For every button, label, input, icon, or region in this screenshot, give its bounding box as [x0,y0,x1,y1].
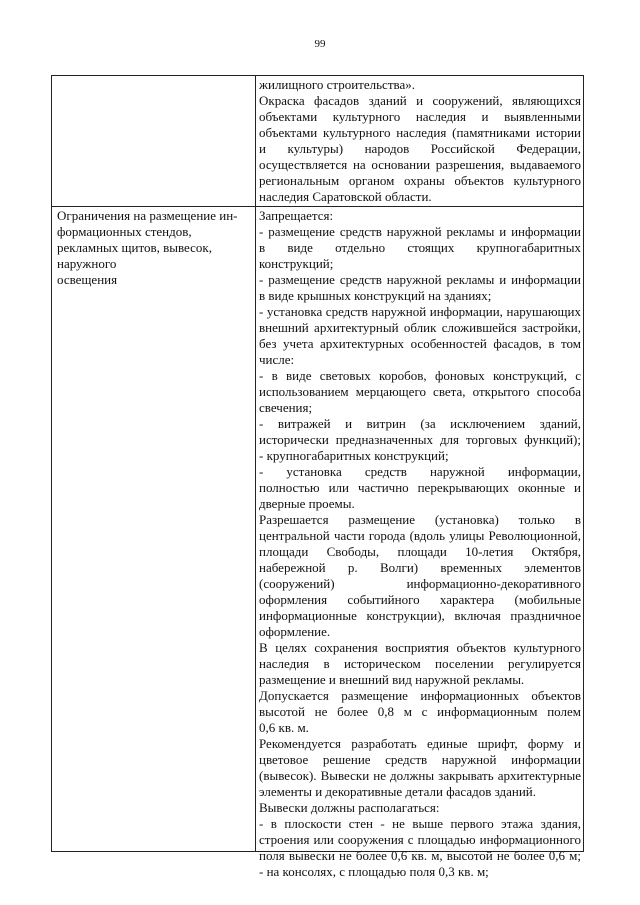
text-line: оформления событийного характера (мобильные [259,592,581,607]
text-line: 0,6 кв. м. [259,720,309,735]
text-line: освещения [57,272,118,287]
text-line: оформление. [259,624,331,639]
text-line: центральной части города (вдоль улицы Революционной, [259,528,581,543]
text-line: рекламных щитов, вывесок, [57,240,212,255]
text-line: - в плоскости стен - не выше первого этажа здания, [259,816,581,831]
text-line: объектами культурного наследия и выявленными [259,109,581,124]
text-line: исторически предназначенных для торговых функций); [259,432,581,447]
text-line: в виде крышных конструкций на зданиях; [259,288,492,303]
text-line: Рекомендуется разработать единые шрифт, форму и [259,736,581,751]
text-line: - витражей и витрин (за исключением зданий, [259,416,581,431]
text-line: - в виде световых коробов, фоновых конструкций, с [259,368,581,383]
text-line: региональным органом охраны объектов культурного [259,173,581,188]
text-line: жилищного строительства». [259,77,415,92]
text-line: использованием мерцающего света, открытого способа [259,384,581,399]
text-line: - крупногабаритных конструкций; [259,448,449,463]
text-line: объектами культурного наследия (памятниками истории [259,125,581,140]
row-divider [52,206,583,207]
row2-right-cell [259,208,581,880]
text-line: наследия Саратовской области. [259,189,432,204]
text-line: площади Свободы, площади 10-летия Октября, [259,544,581,559]
text-line: осуществляется на основании разрешения, выдаваемого [259,157,581,172]
text-line: информационные конструкции), включая праздничное [259,608,581,623]
text-line: Вывески должны располагаться: [259,800,440,815]
text-line: наследия в историческом поселении регулируется [259,656,581,671]
text-line: элементы и декоративные детали фасадов зданий. [259,784,536,799]
text-line: размещение и внешний вид наружной рекламы. [259,672,525,687]
text-line: числе: [259,352,295,367]
text-line: конструкций; [259,256,334,271]
text-line: Допускается размещение информационных объектов [259,688,581,703]
text-line: Разрешается размещение (установка) только в [259,512,581,527]
regulations-table [51,75,584,879]
column-divider [255,76,256,851]
text-line: поля вывески не более 0,6 кв. м, высотой не более 0,6 м; [259,848,581,863]
text-line: наружного [57,256,117,271]
page-number: 99 [314,38,326,50]
text-line: Запрещается: [259,208,334,223]
text-line: - установка средств наружной информации, нарушающих [259,304,581,319]
text-line: - размещение средств наружной рекламы и информации [259,224,581,239]
text-line: внешний архитектурный облик сложившейся застройки, [259,320,581,335]
text-line: в виде отдельно стоящих крупногабаритных [259,240,581,255]
text-line: - на консолях, с площадью поля 0,3 кв. м; [259,864,489,879]
text-line: дверные проемы. [259,496,355,511]
row2-left-cell [57,208,253,288]
text-line: - установка средств наружной информации, [259,464,581,479]
text-line: высотой не более 0,8 м с информационным полем [259,704,581,719]
text-line: Ограничения на размещение ин- [57,208,238,223]
text-line: (вывесок). Вывески не должны закрывать архитектурные [259,768,581,783]
row1-right-cell [259,77,581,205]
text-line: цветовое решение средств наружной информации [259,752,581,767]
text-line: Окраска фасадов зданий и сооружений, являющихся [259,93,581,108]
text-line: В целях сохранения восприятия объектов культурного [259,640,581,655]
text-line: набережной р. Волги) временных элементов [259,560,581,575]
text-line: (сооружений) информационно-декоративного [259,576,581,591]
text-line: без учета архитектурных особенностей фасадов, в том [259,336,581,351]
text-line: свечения; [259,400,313,415]
text-line: - размещение средств наружной рекламы и информации [259,272,581,287]
text-line: полностью или частично перекрывающих оконные и [259,480,581,495]
text-line: формационных стендов, [57,224,192,239]
text-line: строения или сооружения с площадью информационного [259,832,581,847]
text-line: и культуры) народов Российской Федерации, [259,141,581,156]
